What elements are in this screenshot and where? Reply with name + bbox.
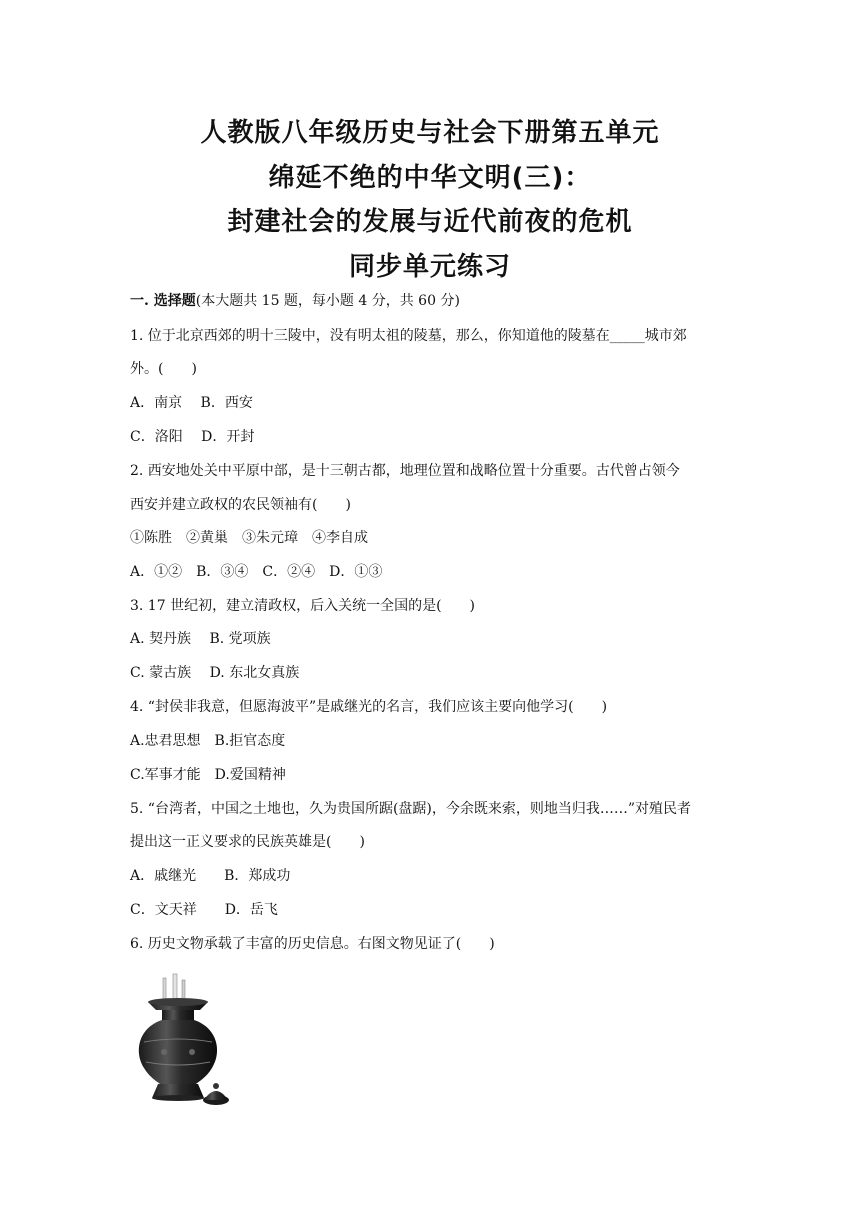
q5-options-line-2: C．文天祥 D．岳飞 (130, 902, 278, 918)
page-title-line-4: 同步单元练习 (348, 252, 511, 282)
q2-options: A．①② B．③④ C．②④ D．①③ (130, 564, 383, 580)
q1-stem-line-1: 1. 位于北京西郊的明十三陵中，没有明太祖的陵墓，那么，你知道他的陵墓在_____城市郊 (130, 328, 687, 344)
q1-options-line-1: A．南京 B．西安 (130, 395, 253, 411)
q4-stem: 4. “封侯非我意，但愿海波平”是戚继光的名言，我们应该主要向他学习( ) (130, 699, 608, 715)
q3-options-line-2: C. 蒙古族 D. 东北女真族 (130, 665, 300, 681)
section-info: (本大题共 15 题，每小题 4 分，共 60 分) (195, 293, 460, 309)
section-heading-row (130, 291, 740, 311)
q2-stem-line-1: 2. 西安地处关中平原中部，是十三朝古都，地理位置和战略位置十分重要。古代曾占领今 (130, 463, 680, 479)
q5-options-line-1: A．戚继光 B．郑成功 (130, 868, 291, 884)
q4-options-line-2: C.军事才能 D.爱国精神 (130, 767, 286, 783)
page-title-line-1: 人教版八年级历史与社会下册第五单元 (200, 118, 660, 148)
page-title-line-2: 绵延不绝的中华文明(三)： (268, 163, 592, 193)
artifact-vessel-image (130, 970, 240, 1110)
section-heading: 一. 选择题 (130, 293, 196, 309)
page-title-line-3: 封建社会的发展与近代前夜的危机 (227, 207, 633, 237)
q6-stem: 6. 历史文物承载了丰富的历史信息。右图文物见证了( ) (130, 936, 495, 952)
q2-items: ①陈胜 ②黄巢 ③朱元璋 ④李自成 (130, 530, 368, 546)
q2-stem-line-2: 西安并建立政权的农民领袖有( ) (130, 497, 351, 513)
q1-options-line-2: C．洛阳 D．开封 (130, 429, 255, 445)
q1-stem-line-2: 外。( ) (130, 361, 197, 377)
q3-options-line-1: A. 契丹族 B. 党项族 (130, 631, 271, 647)
q5-stem-line-1: 5. “台湾者，中国之土地也，久为贵国所踞(盘踞)，今余既来索，则地当归我……”对殖民者 (130, 801, 692, 817)
q5-stem-line-2: 提出这一正义要求的民族英雄是( ) (130, 834, 365, 850)
q4-options-line-1: A.忠君思想 B.拒官态度 (130, 733, 286, 749)
q3-stem: 3. 17 世纪初，建立清政权，后入关统一全国的是( ) (130, 598, 475, 614)
